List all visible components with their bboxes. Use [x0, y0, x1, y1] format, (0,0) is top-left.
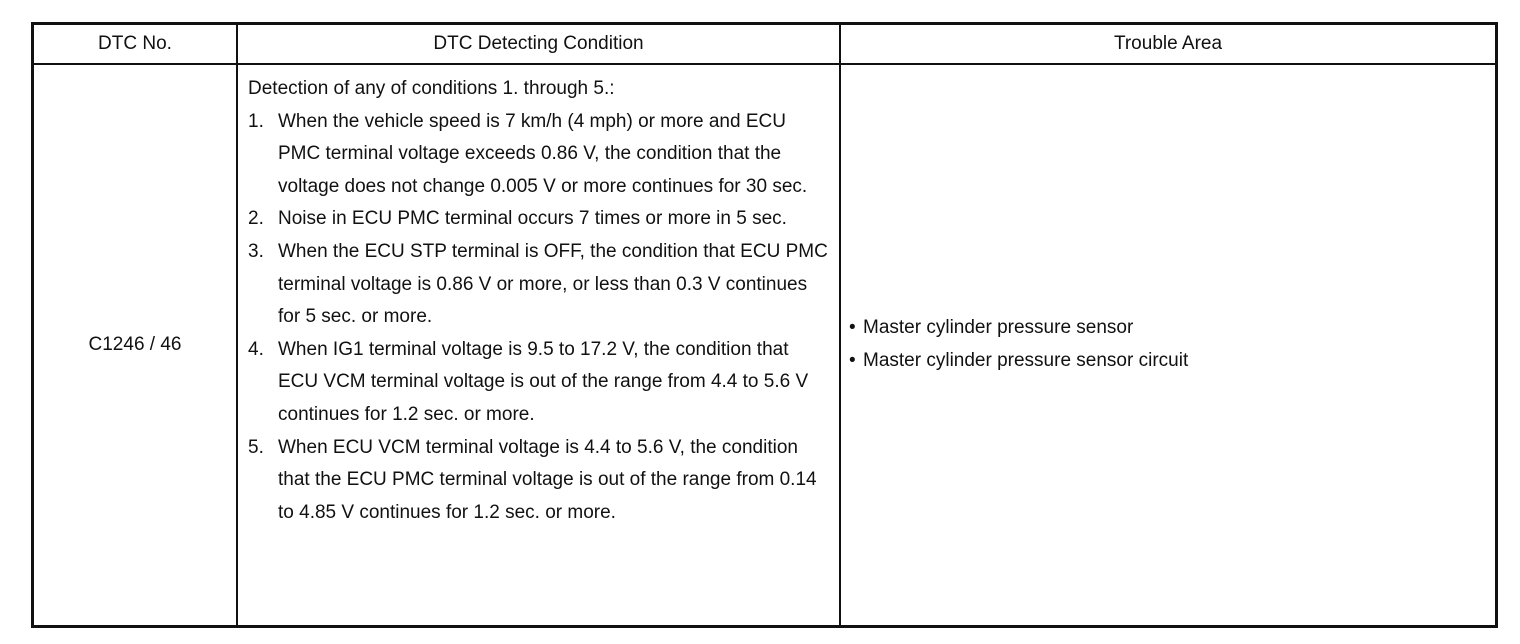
trouble-area-item — [849, 345, 1495, 378]
condition-intro: Detection of any of conditions 1. through 5.: — [248, 78, 615, 99]
condition-number: 4. — [248, 338, 264, 360]
condition-item — [248, 236, 831, 334]
condition-item — [248, 106, 831, 204]
condition-text: When ECU VCM terminal voltage is 4.4 to 5.6 V, the condition that the ECU PMC terminal voltage is out of the range from 0.14 to 4.85 V continues for 1.2 sec. or more. — [278, 436, 817, 523]
condition-text: When IG1 terminal voltage is 9.5 to 17.2 V, the condition that ECU VCM terminal voltage is out of the range from 4.4 to 5.6 V continues for 1.2 sec. or more. — [278, 338, 809, 425]
dtc-table — [34, 25, 1495, 625]
table-row — [34, 64, 1495, 625]
condition-text: When the vehicle speed is 7 km/h (4 mph) or more and ECU PMC terminal voltage exceeds 0.86 V, the condition that the voltage does not change 0.005 V or more continues for 30 sec. — [278, 110, 808, 197]
trouble-area-list — [849, 312, 1495, 377]
condition-text: When the ECU STP terminal is OFF, the condition that ECU PMC terminal voltage is 0.86 V or more, or less than 0.3 V continues for 5 sec. or more. — [278, 240, 828, 328]
condition-number: 3. — [248, 240, 264, 262]
bullet-icon: • — [849, 350, 856, 371]
dtc-code-cell: C1246 / 46 — [34, 64, 237, 625]
header-trouble-area: Trouble Area — [840, 25, 1495, 64]
dtc-table-frame — [31, 22, 1498, 628]
condition-cell — [237, 64, 840, 625]
header-dtc-no: DTC No. — [34, 25, 237, 64]
bullet-icon: • — [849, 317, 856, 339]
condition-number: 2. — [248, 208, 264, 230]
trouble-area-item — [849, 312, 1495, 345]
condition-number: 5. — [248, 436, 264, 458]
condition-item — [248, 432, 831, 530]
condition-item — [248, 203, 831, 236]
condition-list — [248, 106, 831, 530]
header-row — [34, 25, 1495, 64]
header-condition: DTC Detecting Condition — [237, 25, 840, 64]
condition-item — [248, 334, 831, 432]
trouble-area-text: Master cylinder pressure sensor circuit — [863, 350, 1189, 371]
condition-text: Noise in ECU PMC terminal occurs 7 times or more in 5 sec. — [278, 208, 787, 230]
trouble-area-text: Master cylinder pressure sensor — [863, 317, 1134, 339]
condition-number: 1. — [248, 110, 264, 132]
trouble-area-cell — [840, 64, 1495, 625]
